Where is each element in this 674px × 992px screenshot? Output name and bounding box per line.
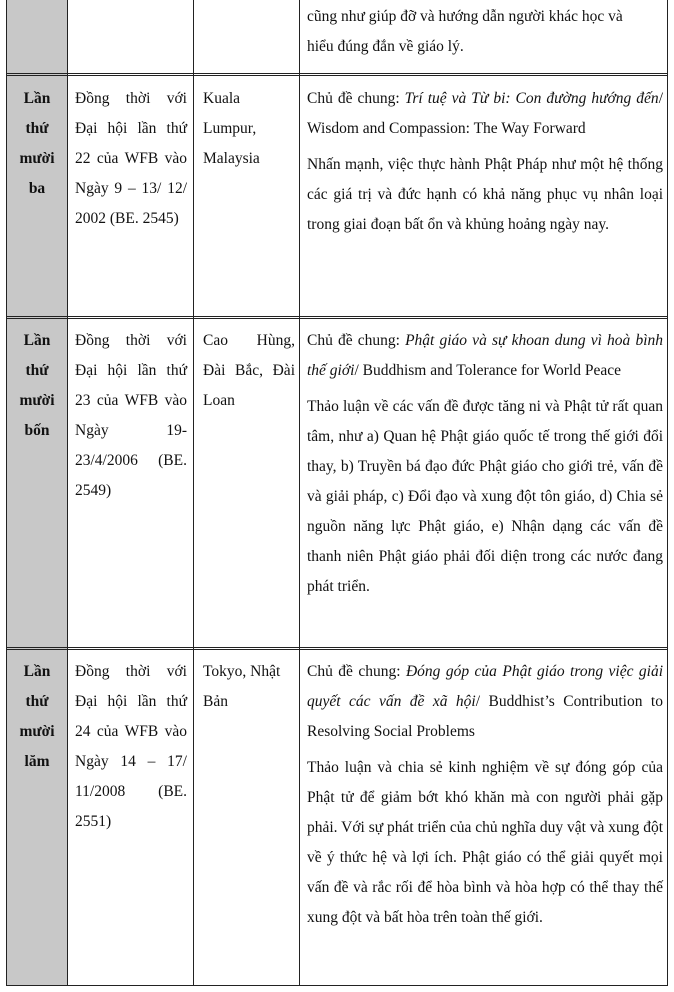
- row-label-line: thứ: [25, 120, 49, 137]
- theme-label: Chủ đề chung:: [307, 332, 406, 349]
- row-divider: [7, 73, 667, 76]
- row-label: [7, 657, 67, 777]
- theme-label: Chủ đề chung:: [307, 663, 406, 680]
- event-cell: Đồng thời với Đại hội lần thứ 23 của WFB vào Ngày 19-23/4/2006 (BE. 2549): [75, 332, 187, 499]
- place-cell: Kuala Lumpur, Malaysia: [203, 90, 260, 167]
- row-label: [7, 326, 67, 446]
- row-label-line: lăm: [24, 753, 50, 770]
- theme-line: [307, 657, 663, 747]
- row-label-line: mười: [19, 723, 55, 740]
- theme-english: / Wisdom and Compassion: The Way Forward: [307, 90, 663, 137]
- event-cell: Đồng thời với Đại hội lần thứ 24 của WFB vào Ngày 14 – 17/ 11/2008 (BE. 2551): [75, 663, 187, 830]
- content-cell: [307, 657, 663, 933]
- theme-vietnamese: Trí tuệ và Từ bi: Con đường hướng đến: [404, 90, 659, 107]
- row-label-line: Lần: [23, 90, 51, 107]
- theme-english: / Buddhism and Tolerance for World Peace: [354, 362, 622, 379]
- row-divider: [7, 647, 667, 650]
- theme-line: [307, 326, 663, 386]
- theme-english: / Buddhist’s Contribution to Resolving Social Problems: [307, 693, 663, 740]
- content-cell: [307, 84, 663, 240]
- column-divider: [299, 0, 300, 985]
- place-cell: Tokyo, Nhật Bản: [203, 663, 281, 710]
- continuation-line: hiểu đúng đắn về giáo lý.: [307, 38, 464, 55]
- row-label-line: mười: [19, 392, 55, 409]
- column-divider: [67, 0, 68, 985]
- detail-paragraph: Thảo luận và chia sẻ kinh nghiệm về sự đóng góp của Phật tử để giảm bớt khó khăn mà con người phải gặp phải. Với sự phát triển của chủ nghĩa duy vật và xung đột về ý thức hệ và lợi ích. Phật giáo có thể giải quyết mọi vấn đề và rắc rối để hòa bình và hòa hợp có thể thay thế xung đột và bất hòa trên toàn thế giới.: [307, 759, 663, 926]
- row-label-line: Lần: [23, 663, 51, 680]
- continuation-text: [307, 2, 663, 62]
- theme-line: [307, 84, 663, 144]
- row-label-line: Lần: [23, 332, 51, 349]
- place-cell: Cao Hùng, Đài Bắc, Đài Loan: [203, 332, 295, 409]
- continuation-line: cũng như giúp đỡ và hướng dẫn người khác học và: [307, 8, 623, 25]
- row-label-line: thứ: [25, 693, 49, 710]
- row-label-line: mười: [19, 150, 55, 167]
- detail-paragraph: Thảo luận về các vấn đề được tăng ni và Phật tử rất quan tâm, như a) Quan hệ Phật giáo quốc tế trong thế giới đổi thay, b) Truyền bá đạo đức Phật giáo cho giới trẻ, vấn đề và giải pháp, c) Đổi đạo và xung đột tôn giáo, d) Chia sẻ nguồn năng lực Phật giáo, e) Nhận dạng các vấn đề thanh niên Phật giáo phải đối diện trong các nước đang phát triển.: [307, 398, 663, 595]
- detail-paragraph: Nhấn mạnh, việc thực hành Phật Pháp như một hệ thống các giá trị và đức hạnh có khả năng phục vụ nhân loại trong giai đoạn bất ổn và khủng hoảng ngày nay.: [307, 156, 663, 233]
- theme-vietnamese: Đóng góp của Phật giáo trong việc giải quyết các vấn đề xã hội: [307, 663, 663, 710]
- theme-vietnamese: Phật giáo và sự khoan dung vì hoà bình thế giới: [307, 332, 663, 379]
- conference-table: [6, 0, 668, 986]
- row-divider: [7, 316, 667, 319]
- row-label-line: ba: [28, 180, 46, 197]
- content-cell: [307, 326, 663, 602]
- theme-label: Chủ đề chung:: [307, 90, 405, 107]
- event-cell: Đồng thời với Đại hội lần thứ 22 của WFB vào Ngày 9 – 13/ 12/ 2002 (BE. 2545): [75, 90, 187, 227]
- row-label-line: thứ: [25, 362, 49, 379]
- column-divider: [193, 0, 194, 985]
- row-label-line: bốn: [24, 422, 50, 439]
- row-label: [7, 84, 67, 204]
